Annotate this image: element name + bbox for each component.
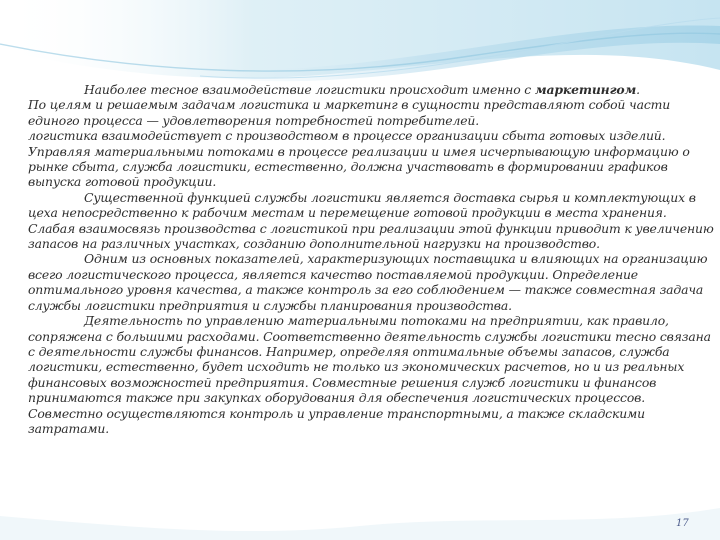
bottom-wave-band xyxy=(0,508,720,540)
paragraph-goals: По целям и решаемым задачам логистика и маркетинг в сущности представляют собой части единого процесса — удовлетворения потребностей потребителей. xyxy=(28,97,671,128)
page-number: 17 xyxy=(676,518,689,529)
paragraph-quality: Одним из основных показателей, характеризующих поставщика и влияющих на организацию всего логистического процесса, является качество поставляемой продукции. Определение оптимального уровня качества, а также контроль за его соблюдением — также совместная задача службы логистики предприятия и службы планирования производства. xyxy=(28,251,708,313)
paragraph-text-end: . xyxy=(636,82,640,97)
paragraph-marketing xyxy=(28,82,716,97)
emphasis-marketing: маркетингом xyxy=(534,82,637,97)
text-body xyxy=(28,82,716,436)
paragraph-production: логистика взаимодействует с производством в процессе организации сбыта готовых изделий. Управляя материальными потоками в процессе реализации и имея исчерпывающую информацию о рынке сбыта, служба логистики, естественно, должна участвовать в формировании графиков выпуска готовой продукции. xyxy=(28,128,690,190)
paragraph-delivery: Существенной функцией службы логистики является доставка сырья и комплектующих в цеха непосредственно к рабочим местам и перемещение готовой продукции в места хранения. Слабая взаимосвязь производства с логистикой при реализации этой функции приводит к увеличению запасов на различных участках, созданию дополнительной нагрузки на производство. xyxy=(28,189,714,252)
paragraph-text: Наиболее тесное взаимодействие логистики происходит именно с xyxy=(84,82,535,97)
paragraph-finance: Деятельность по управлению материальными потоками на предприятии, как правило, сопряжена с большими расходами. Соответственно деятельность службы логистики тесно связана с деятельности службы финансов. Например, определяя оптимальные объемы запасов, служба логистики, естественно, будет исходить не только из экономических расчетов, но и из реальных финансовых возможностей предприятия. Совместные решения служб логистики и финансов принимаются также при закупках оборудования для обеспечения логистических процессов. Совместно осуществляются контроль и управление транспортными, а также складскими затратами. xyxy=(28,313,711,436)
